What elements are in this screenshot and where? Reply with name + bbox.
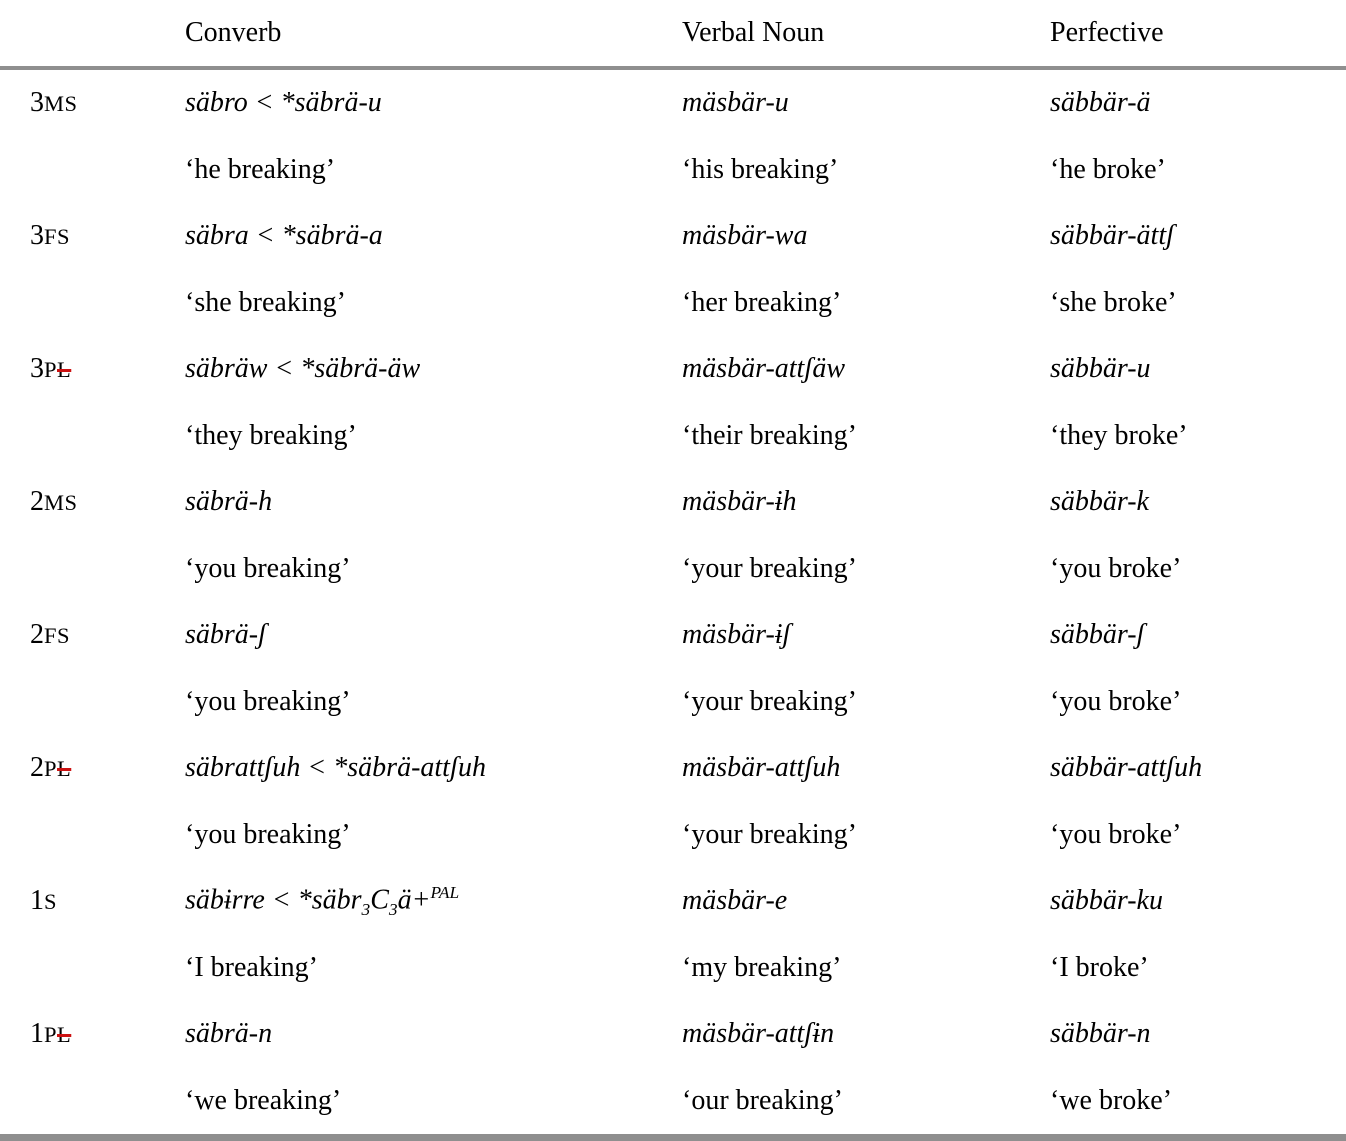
label-smallcaps-2: S xyxy=(57,623,71,649)
converb-form-tail: ä+ xyxy=(397,884,431,916)
converb-form: säbräw < *säbrä-äw xyxy=(185,353,421,385)
label-smallcaps-2: S xyxy=(64,91,78,117)
converb-form: säbro < *säbrä-u xyxy=(185,87,382,119)
label-smallcaps: F xyxy=(44,623,58,649)
table-header-row xyxy=(0,0,1346,66)
radical-index-subscript: 3 xyxy=(361,899,371,919)
label-smallcaps: F xyxy=(44,224,58,250)
converb-form-mid: C xyxy=(370,884,389,916)
label-struck-letter: L xyxy=(57,756,72,782)
label-number: 3 xyxy=(30,87,44,119)
label-number: 2 xyxy=(30,752,44,784)
verbal-noun-form: mäsbär-attʃuh xyxy=(682,752,841,784)
verbal-noun-gloss: ‘your breaking’ xyxy=(682,552,857,584)
person-number-label xyxy=(30,752,185,784)
converb-gloss: ‘you breaking’ xyxy=(185,685,351,717)
perfective-gloss: ‘you broke’ xyxy=(1050,552,1182,584)
label-number: 1 xyxy=(30,885,44,917)
paradigm-row-forms xyxy=(0,70,1346,137)
converb-form: säbra < *säbrä-a xyxy=(185,220,383,252)
paradigm-row-glosses xyxy=(0,935,1346,1002)
paradigm-row-forms xyxy=(0,203,1346,270)
paradigm-row-glosses xyxy=(0,1068,1346,1135)
converb-gloss: ‘I breaking’ xyxy=(185,951,318,983)
person-number-label xyxy=(30,486,185,518)
perfective-form: säbbär-ku xyxy=(1050,885,1163,917)
paradigm-row-glosses xyxy=(0,403,1346,470)
label-smallcaps-2: S xyxy=(64,490,78,516)
converb-gloss: ‘you breaking’ xyxy=(185,818,351,850)
person-number-label xyxy=(30,885,185,917)
person-number-label xyxy=(30,220,185,252)
perfective-gloss: ‘he broke’ xyxy=(1050,153,1166,185)
label-smallcaps: S xyxy=(44,889,58,915)
perfective-form: säbbär-attʃuh xyxy=(1050,752,1203,784)
label-number: 3 xyxy=(30,353,44,385)
person-number-label xyxy=(30,1018,185,1050)
label-smallcaps: P xyxy=(44,756,58,782)
perfective-gloss: ‘you broke’ xyxy=(1050,685,1182,717)
converb-form: säbrä-n xyxy=(185,1018,273,1050)
verbal-noun-form: mäsbär-u xyxy=(682,87,789,119)
label-smallcaps: M xyxy=(44,490,65,516)
label-smallcaps-2: S xyxy=(57,224,71,250)
converb-form: säbrattʃuh < *säbrä-attʃuh xyxy=(185,752,486,784)
radical-index-subscript: 3 xyxy=(388,899,398,919)
perfective-form: säbbär-ättʃ xyxy=(1050,220,1175,252)
converb-gloss: ‘you breaking’ xyxy=(185,552,351,584)
perfective-form: säbbär-n xyxy=(1050,1018,1151,1050)
verbal-noun-form: mäsbär-ɨʃ xyxy=(682,619,791,651)
paradigm-row-glosses xyxy=(0,802,1346,869)
header-verbal-noun: Verbal Noun xyxy=(682,17,825,48)
converb-form-base: säbɨrre < *säbr xyxy=(185,884,362,916)
paradigm-row-glosses xyxy=(0,669,1346,736)
perfective-form: säbbär-ä xyxy=(1050,87,1151,119)
label-number: 1 xyxy=(30,1018,44,1050)
perfective-gloss: ‘you broke’ xyxy=(1050,818,1182,850)
label-struck-letter: L xyxy=(57,1022,72,1048)
paradigm-row-forms xyxy=(0,336,1346,403)
perfective-form: säbbär-ʃ xyxy=(1050,619,1145,651)
verbal-noun-form: mäsbär-attʃäw xyxy=(682,353,846,385)
verbal-noun-gloss: ‘my breaking’ xyxy=(682,951,842,983)
perfective-gloss: ‘she broke’ xyxy=(1050,286,1177,318)
paradigm-row-glosses xyxy=(0,137,1346,204)
paradigm-row-forms xyxy=(0,1001,1346,1068)
person-number-label xyxy=(30,87,185,119)
label-number: 2 xyxy=(30,486,44,518)
paradigm-row-forms xyxy=(0,469,1346,536)
converb-form: säbrä-ʃ xyxy=(185,619,267,651)
label-smallcaps: P xyxy=(44,357,58,383)
perfective-form: säbbär-u xyxy=(1050,353,1151,385)
paradigm-row-glosses xyxy=(0,270,1346,337)
verbal-noun-gloss: ‘her breaking’ xyxy=(682,286,842,318)
perfective-gloss: ‘we broke’ xyxy=(1050,1084,1173,1116)
converb-gloss: ‘he breaking’ xyxy=(185,153,336,185)
label-number: 2 xyxy=(30,619,44,651)
verbal-noun-form: mäsbär-ɨh xyxy=(682,486,797,518)
verbal-noun-gloss: ‘our breaking’ xyxy=(682,1084,843,1116)
header-converb: Converb xyxy=(185,17,282,48)
person-number-label xyxy=(30,353,185,385)
verbal-noun-gloss: ‘your breaking’ xyxy=(682,685,857,717)
paradigm-row-forms xyxy=(0,602,1346,669)
converb-form xyxy=(185,883,682,920)
perfective-form: säbbär-k xyxy=(1050,486,1149,518)
verbal-noun-gloss: ‘his breaking’ xyxy=(682,153,839,185)
verbal-noun-form: mäsbär-wa xyxy=(682,220,808,252)
paradigm-row-forms xyxy=(0,735,1346,802)
palatalization-superscript: PAL xyxy=(430,882,460,902)
converb-gloss: ‘they breaking’ xyxy=(185,419,357,451)
label-number: 3 xyxy=(30,220,44,252)
converb-gloss: ‘we breaking’ xyxy=(185,1084,342,1116)
label-smallcaps: P xyxy=(44,1022,58,1048)
label-smallcaps: M xyxy=(44,91,65,117)
paradigm-row-glosses xyxy=(0,536,1346,603)
verbal-noun-form: mäsbär-e xyxy=(682,885,788,917)
converb-gloss: ‘she breaking’ xyxy=(185,286,346,318)
verbal-noun-form: mäsbär-attʃɨn xyxy=(682,1018,835,1050)
header-perfective: Perfective xyxy=(1050,17,1164,48)
person-number-label xyxy=(30,619,185,651)
verbal-noun-gloss: ‘their breaking’ xyxy=(682,419,857,451)
bottom-rule xyxy=(0,1134,1346,1141)
converb-form: säbrä-h xyxy=(185,486,273,518)
paradigm-row-forms xyxy=(0,868,1346,935)
verbal-noun-gloss: ‘your breaking’ xyxy=(682,818,857,850)
perfective-gloss: ‘they broke’ xyxy=(1050,419,1188,451)
label-struck-letter: L xyxy=(57,357,72,383)
perfective-gloss: ‘I broke’ xyxy=(1050,951,1149,983)
